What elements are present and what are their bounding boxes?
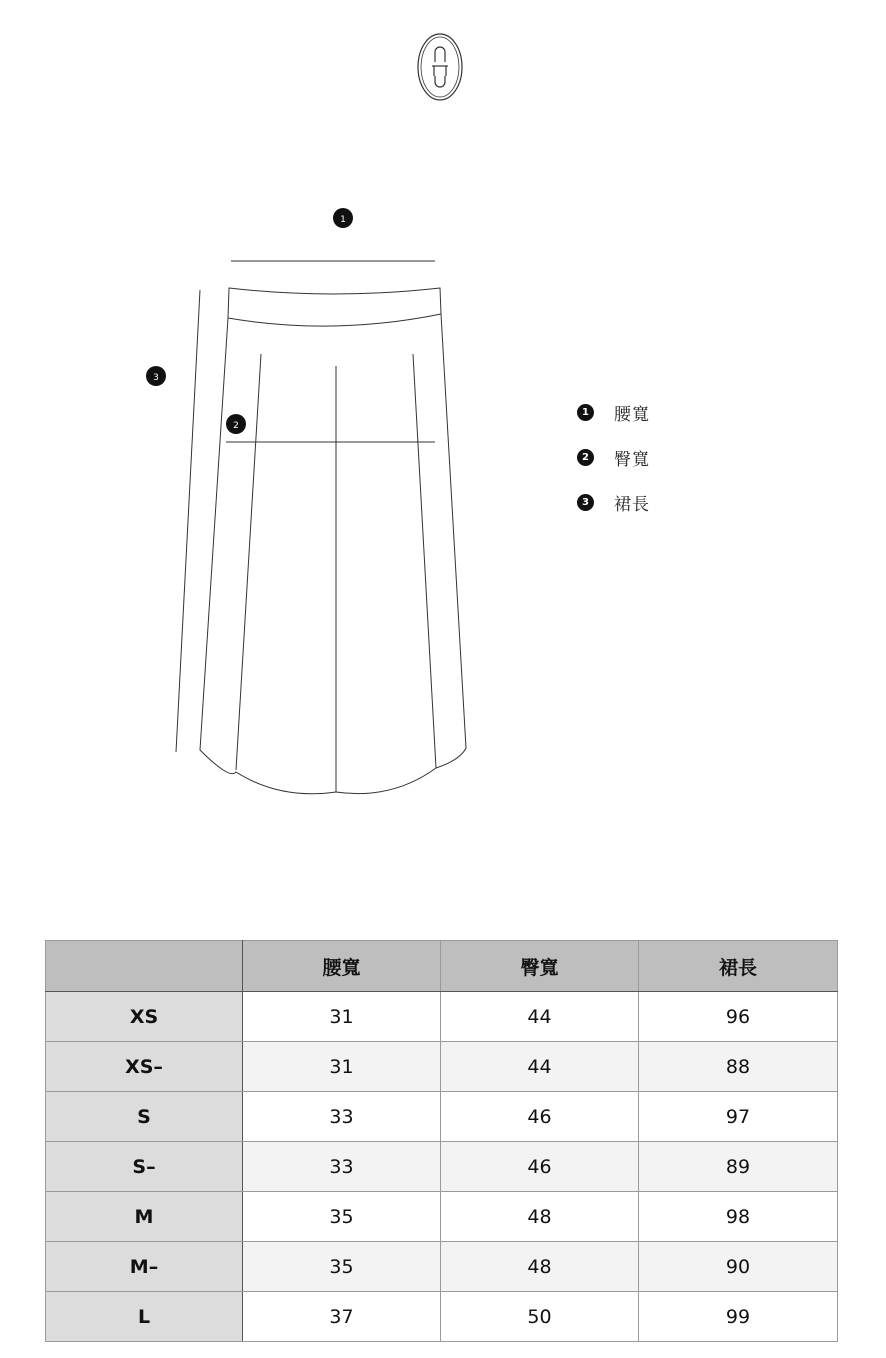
legend-item-hip: [577, 437, 650, 482]
table-header-row: [46, 941, 838, 992]
hip-value: 46: [441, 1142, 639, 1192]
waist-value: 35: [243, 1192, 441, 1242]
marker-1: [333, 208, 353, 228]
measurement-legend: [577, 392, 650, 527]
length-value: 97: [639, 1092, 838, 1142]
hip-value: 48: [441, 1192, 639, 1242]
skirt-outline: [200, 314, 466, 794]
length-value: 99: [639, 1292, 838, 1342]
header-waist: 腰寬: [243, 941, 441, 992]
svg-text:3: 3: [153, 373, 159, 383]
hip-value: 44: [441, 992, 639, 1042]
waist-value: 31: [243, 1042, 441, 1092]
waist-value: 37: [243, 1292, 441, 1342]
legend-label: 裙長: [614, 495, 650, 515]
hip-value: 50: [441, 1292, 639, 1342]
size-label: S–: [46, 1142, 243, 1192]
legend-number: 2: [577, 449, 594, 466]
legend-number: 3: [577, 494, 594, 511]
legend-label: 腰寬: [614, 405, 650, 425]
legend-number: 1: [577, 404, 594, 421]
table-row: [46, 1292, 838, 1342]
svg-text:2: 2: [233, 421, 239, 431]
header-corner: [46, 941, 243, 992]
hip-value: 44: [441, 1042, 639, 1092]
table-row: [46, 1042, 838, 1092]
table-row: [46, 1242, 838, 1292]
hip-value: 48: [441, 1242, 639, 1292]
waist-value: 31: [243, 992, 441, 1042]
size-label: S: [46, 1092, 243, 1142]
legend-label: 臀寬: [614, 450, 650, 470]
table-row: [46, 1092, 838, 1142]
size-label: M–: [46, 1242, 243, 1292]
waist-value: 33: [243, 1142, 441, 1192]
table-row: [46, 1192, 838, 1242]
header-hip: 臀寬: [441, 941, 639, 992]
marker-2: [226, 414, 246, 434]
size-chart-table: [45, 940, 838, 1342]
length-value: 98: [639, 1192, 838, 1242]
legend-item-waist: [577, 392, 650, 437]
table-row: [46, 1142, 838, 1192]
waistband: [228, 288, 441, 326]
length-measure-line: [176, 290, 200, 752]
header-length: 裙長: [639, 941, 838, 992]
length-value: 88: [639, 1042, 838, 1092]
size-label: XS: [46, 992, 243, 1042]
waist-value: 33: [243, 1092, 441, 1142]
legend-item-length: [577, 482, 650, 527]
size-label: M: [46, 1192, 243, 1242]
hip-value: 46: [441, 1092, 639, 1142]
size-label: XS–: [46, 1042, 243, 1092]
length-value: 96: [639, 992, 838, 1042]
table-row: [46, 992, 838, 1042]
length-value: 89: [639, 1142, 838, 1192]
svg-text:1: 1: [340, 215, 346, 225]
pleat-line-right: [413, 354, 436, 768]
waist-value: 35: [243, 1242, 441, 1292]
size-label: L: [46, 1292, 243, 1342]
marker-3: [146, 366, 166, 386]
length-value: 90: [639, 1242, 838, 1292]
